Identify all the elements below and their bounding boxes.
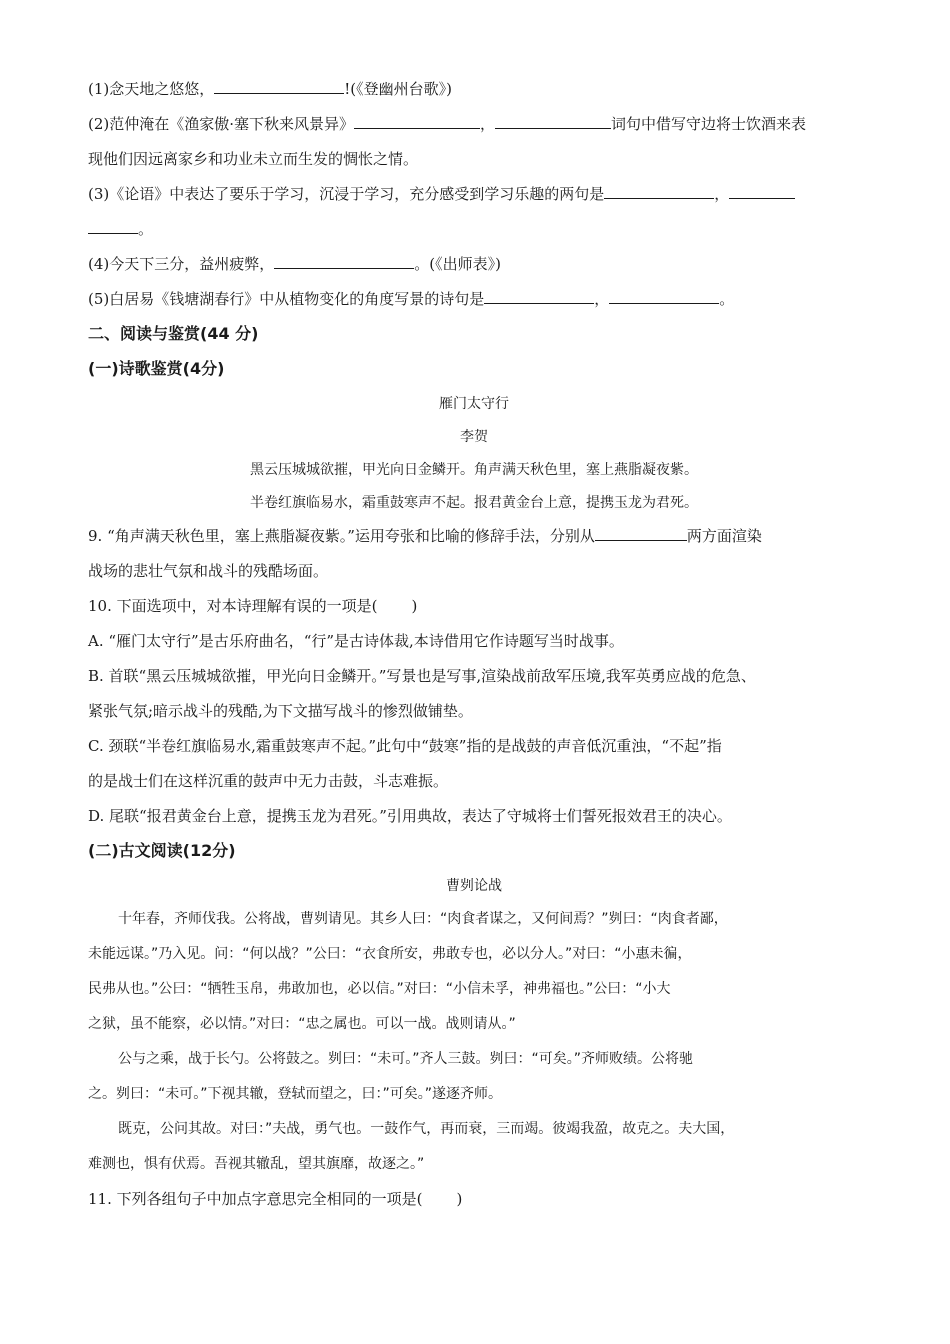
question-9-continued [88,560,860,595]
option-a: A. “雁门太守行”是古乐府曲名，“行”是古诗体裁,本诗借用它作诗题写当时战事。 [88,632,624,650]
option-d: D. 尾联“报君黄金台上意，提携玉龙为君死。”引用典故，表达了守城将士们誓死报效君王的决心。 [88,807,732,825]
period: 。 [719,290,735,308]
question-5 [88,288,860,323]
answer-blank[interactable] [729,183,795,199]
section-2-title: 二、阅读与鉴赏(44 分) [88,324,259,343]
poem-line: 半卷红旗临易水，霜重鼓寒声不起。报君黄金台上意，提携玉龙为君死。 [250,495,698,511]
question-9 [88,525,860,560]
q9-text: 9. “角声满天秋色里，塞上燕脂凝夜紫。”运用夸张和比喻的修辞手法，分别从 [88,527,595,545]
option-b-continued: 紧张气氛;暗示战斗的残酷,为下文描写战斗的惨烈做铺垫。 [88,702,473,720]
comma: ， [594,290,610,308]
option-b: B. 首联“黑云压城城欲摧，甲光向日金鳞开。”写景也是写事,渲染战前敌军压境,我军英勇应战的危急、 [88,667,756,685]
prose-line: 之狱，虽不能察，必以情。”对曰：“忠之属也。可以一战。战则请从。” [88,1016,516,1032]
q4-text: (4)今天下三分，益州疲弊， [88,255,275,273]
prose-line: 十年春，齐师伐我。公将战，曹刿请见。其乡人曰：“肉食者谋之，又何间焉？”刿曰：“肉食者鄙， [118,911,728,927]
prose-line: 难测也，惧有伏焉。吾视其辙乱，望其旗靡，故逐之。” [88,1156,425,1172]
q9-text-3: 战场的悲壮气氛和战斗的残酷场面。 [88,562,329,580]
close-paren: ) [411,597,418,615]
answer-blank[interactable] [595,525,687,541]
answer-blank[interactable] [274,253,414,269]
question-2-continued [88,148,860,183]
question-11 [88,1188,860,1223]
question-10 [88,595,860,630]
answer-blank[interactable] [484,288,594,304]
option-c-continued: 的是战士们在这样沉重的鼓声中无力击鼓，斗志难振。 [88,772,449,790]
q4-source: 。(《出师表》) [414,255,501,273]
comma: ， [714,185,730,203]
prose-line: 既克，公问其故。对曰：”夫战，勇气也。一鼓作气，再而衰，三而竭。彼竭我盈，故克之。夫大国， [118,1121,735,1137]
prose-line: 之。刿曰：“未可。”下视其辙，登轼而望之，曰：”可矣。”遂逐齐师。 [88,1086,503,1102]
prose-line: 未能远谋。”乃入见。问：“何以战？”公曰：“衣食所安，弗敢专也，必以分人。”对曰：“小惠未徧， [88,946,692,962]
answer-blank[interactable] [609,288,719,304]
comma: ， [480,115,496,133]
q1-source: !(《登幽州台歌》) [344,80,452,98]
option-c: C. 颈联“半卷红旗临易水,霜重鼓寒声不起。”此句中“鼓寒”指的是战鼓的声音低沉重浊，“不起”指 [88,737,722,755]
question-2 [88,113,860,148]
answer-blank[interactable] [495,113,611,129]
q11-stem: 11. 下列各组句子中加点字意思完全相同的一项是( [88,1190,423,1208]
exam-page [88,78,860,1223]
answer-blank[interactable] [88,218,138,234]
prose-line: 公与之乘，战于长勺。公将鼓之。刿曰：“未可。”齐人三鼓。刿曰：“可矣。”齐师败绩。公将驰 [118,1051,694,1067]
poem-title: 雁门太守行 [439,396,509,412]
q2-text-2: 词句中借写守边将士饮酒来表 [611,115,807,133]
q1-text: (1)念天地之悠悠， [88,80,215,98]
part-2-title: (二)古文阅读(12分) [88,841,236,860]
prose-title: 曹刿论战 [446,878,502,894]
question-4 [88,253,860,288]
answer-blank[interactable] [354,113,480,129]
answer-blank[interactable] [214,78,344,94]
q2-text: (2)范仲淹在《渔家傲·塞下秋来风景异》 [88,115,355,133]
q3-text: (3)《论语》中表达了要乐于学习，沉浸于学习，充分感受到学习乐趣的两句是 [88,185,605,203]
question-3-continued [88,218,860,253]
poem-line: 黑云压城城欲摧，甲光向日金鳞开。角声满天秋色里，塞上燕脂凝夜紫。 [250,462,698,478]
poem-author: 李贺 [460,429,488,445]
question-3 [88,183,860,218]
prose-line: 民弗从也。”公曰：“牺牲玉帛，弗敢加也，必以信。”对曰：“小信未孚，神弗福也。”公曰：“小大 [88,981,671,997]
question-1 [88,78,860,113]
q10-stem: 10. 下面选项中，对本诗理解有误的一项是( [88,597,378,615]
answer-blank[interactable] [604,183,714,199]
q9-text-2: 两方面渲染 [686,527,762,545]
q2-text-3: 现他们因远离家乡和功业未立而生发的惆怅之情。 [88,150,419,168]
part-1-title: (一)诗歌鉴赏(4分) [88,359,225,378]
period: 。 [138,220,154,238]
q5-text: (5)白居易《钱塘湖春行》中从植物变化的角度写景的诗句是 [88,290,485,308]
close-paren: ) [456,1190,463,1208]
